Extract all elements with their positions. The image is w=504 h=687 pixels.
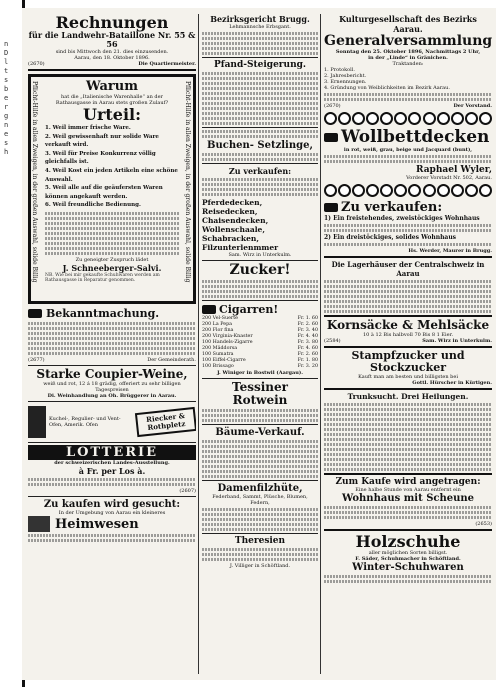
pointing-hand-icon [202, 305, 216, 314]
ad-body [324, 243, 492, 246]
list-item: 2. Jahresbericht. [324, 73, 367, 79]
ad-title: Cigarren! [219, 303, 279, 316]
ad-sub: der schweizerischen Landes-Ausstellung. [54, 460, 170, 466]
ad-title: Bekanntmachung. [46, 307, 160, 320]
list-item: Wollenschaale, [202, 225, 265, 234]
ad-title: Starke Coupier-Weine, [36, 367, 188, 381]
ad-title: Pfand-Steigerung. [213, 60, 307, 70]
price-row: 200 Vel-Suerte Fr. 1. 60 [202, 316, 318, 321]
ad-sub: In der Umgebung von Aarau ein kleineres [58, 510, 166, 516]
ad-ref: (2607) [179, 488, 196, 494]
list-item: Schabracken, [202, 234, 259, 243]
ad-title: Zucker! [229, 262, 291, 278]
ad-body [202, 508, 318, 531]
list-item: 1. Weil immer frische Ware. [45, 125, 131, 131]
ad-lotterie [28, 445, 196, 494]
ad-body [324, 155, 492, 163]
ad-title: Rechnungen [55, 14, 169, 32]
ad-warum-closing: Zu geneigter Zuspruch lädet [75, 256, 149, 263]
list-item: 5. Weil alle auf die geäufersten Waren können angekauft werden. [45, 185, 163, 200]
list-item: Pferdedecken, [202, 198, 263, 207]
divider [202, 378, 318, 379]
ad-body [28, 478, 196, 486]
column-right [324, 14, 492, 674]
ad-seller: J. Winiger in Bostwil (Aargau). [217, 370, 303, 376]
ad-text: Kuchel-, Regulier- und Vent-Ofen, Amerik. Ofen [49, 416, 121, 428]
divider [28, 496, 196, 497]
ad-warum-body [45, 212, 179, 255]
ad-line-2: 2) Ein dreistöckiges, solides Wohnhaus [324, 234, 457, 241]
ad-warum-signer: J. Schneeberger-Salvi. [62, 262, 162, 273]
ornament-rings [324, 184, 492, 197]
price-row: 200 Flor fina Fr. 3. 40 [202, 328, 318, 333]
ad-sub: 10 à 12 Bis halbvoll 70 Bis 8 1 Eier. [362, 332, 454, 338]
ad-heading: Generalversammlung [324, 33, 492, 49]
ad-zucker [202, 263, 318, 298]
list-item: Reisedecken, [202, 207, 258, 216]
price-row: 100 Handels-Zigarre Fr. 3. 80 [202, 340, 318, 345]
ad-sub: Lehmannsche Erbsgant. [229, 24, 291, 30]
ad-ref: (2584) [324, 338, 341, 344]
ad-baeume [202, 427, 318, 478]
ad-sub: sind bis Mittwoch den 21. dies einzusenden. [55, 49, 169, 55]
ad-title: Wollbettdecken [341, 127, 490, 147]
ad-kaufen-gesucht [28, 499, 196, 542]
ad-heading: Winter-Schuhwaren [352, 562, 464, 573]
divider [28, 401, 196, 402]
ad-body [324, 575, 492, 583]
ad-place: in der „Linde“ in Gränichen. [368, 55, 448, 61]
fold-strip-text: n D l t s b e r g n e s h [4, 40, 9, 156]
ad-body [324, 224, 492, 232]
ad-sub: in rot, weiß, grau, beige und Jacquard (bunt), [343, 147, 473, 153]
column-left [28, 14, 196, 674]
ad-ref: (2653) [475, 521, 492, 527]
ad-verkaufen [202, 166, 318, 258]
ad-body [202, 409, 318, 422]
ornament-rings [324, 112, 492, 125]
ad-title: Kulturgesellschaft des Bezirks Aarau. [339, 14, 477, 34]
divider [202, 260, 318, 261]
divider [324, 256, 492, 258]
ad-warum-list [45, 124, 179, 210]
list-item: 6. Weil freundliche Bedienung. [45, 202, 141, 209]
ad-seller: J. Villiger in Schöftland. [229, 563, 291, 569]
ad-warum-side-right [184, 77, 193, 289]
ad-date: Sonntag den 25. Oktober 1896, Nachmittags 2 Uhr, [335, 49, 481, 55]
price-row: 200 La Pepa Fr. 2. 60 [202, 322, 318, 327]
ad-logo: Riecker & Rothpletz [135, 407, 196, 437]
pointing-hand-icon [28, 309, 42, 318]
stove-icon [28, 406, 46, 438]
ad-zum-kaufe [324, 477, 492, 527]
ad-sub: aller möglichen Sorten billigst. [368, 550, 448, 556]
ad-sub: Eine halbe Stunde von Aarau entfernt ein [355, 487, 461, 493]
ad-ref: (2670) [28, 61, 45, 67]
ad-sub: Kauft man am besten und billigsten bei [358, 374, 458, 380]
ad-agenda [324, 67, 492, 91]
column-divider [198, 14, 199, 674]
divider [28, 365, 196, 366]
divider [202, 480, 318, 481]
divider [202, 57, 318, 58]
ad-warum-title: Warum [86, 79, 138, 94]
ad-title: Zu kaufen wird gesucht: [43, 499, 181, 510]
ad-warum-intro: hat die „Italienische Warenhalle“ an der Rathausgasse in Aarau stets großen Zulauf? [55, 94, 169, 106]
ad-theresien [202, 536, 318, 569]
ad-seller: Gottl. Hürscher in Kürtigen. [412, 380, 492, 386]
ad-seller: Raphael Wyler, [416, 165, 492, 175]
ad-title: Tessiner [232, 380, 288, 394]
divider [202, 300, 318, 301]
ad-buchen [202, 130, 318, 161]
ad-title: Zu verkaufen: [341, 200, 443, 215]
ad-lagerhaeuser [324, 260, 492, 313]
ad-price: à Fr. per Los à. [78, 466, 146, 476]
ad-body [202, 548, 318, 561]
ad-seller: Sam. Wirz in Unterkulm. [228, 252, 292, 258]
ad-warum [28, 74, 196, 304]
ad-sub: weiß und rot, 12 á 18 grädig, offeriert zu sehr billigen Tagespreisen [43, 381, 181, 393]
ad-holzschuhe [324, 533, 492, 583]
ad-tessiner [202, 381, 318, 422]
ad-body [28, 534, 196, 542]
ad-seller: Di. Weinhandlung an Oh. Brüggerer in Aarau. [47, 393, 177, 399]
ad-zu-verkaufen [324, 200, 492, 254]
ad-bezirksgericht [202, 14, 318, 55]
ad-stampfzucker [324, 350, 492, 386]
newspaper-page [22, 8, 496, 680]
divider [324, 346, 492, 348]
ad-trunksucht [324, 392, 492, 471]
ad-title: Bäume-Verkauf. [215, 427, 305, 438]
ad-title: Holzschuhe [355, 532, 461, 551]
ad-title: Die Lagerhäuser der Centralschweiz in Aarau [331, 260, 485, 278]
divider [324, 529, 492, 531]
ad-body [324, 93, 492, 101]
list-item: 3. Weil für Preise Konkurrenz völlig gleichfalls ist. [45, 150, 156, 166]
list-item: 1. Protokoll. [324, 67, 355, 73]
list-item: Filzunterlenmmer [202, 243, 279, 252]
ad-body [202, 153, 318, 161]
ad-address: Vorderer Vorstadt Nr. 502, Aarau. [406, 175, 492, 181]
divider [324, 388, 492, 390]
ad-body [324, 280, 492, 313]
ad-title: Damenfilzhüte, [217, 483, 303, 494]
ad-line-1: 1) Ein freistehendes, zweistöckiges Wohnhaus [324, 215, 480, 222]
divider [28, 69, 196, 71]
ad-body [324, 506, 492, 519]
list-item: 2. Weil gewissenhaft nur solide Ware verkauft wird. [45, 133, 159, 149]
ad-word: Wohnhaus mit Scheune [341, 493, 475, 504]
ad-body [202, 32, 318, 55]
pointing-hand-icon [324, 203, 338, 212]
ad-cigarren [202, 303, 318, 376]
ad-damenfilzhuete [202, 483, 318, 531]
price-list [202, 316, 318, 370]
ad-body [202, 280, 318, 298]
ad-place: Aarau, den 18. Oktober 1896. [74, 55, 150, 61]
price-row: 200 Virginia-Knaster Fr. 4. 40 [202, 334, 318, 339]
ad-word: Heimwesen [55, 516, 139, 532]
ad-subheading: Traktanden: [392, 61, 424, 67]
ad-title: Zu verkaufen: [228, 166, 292, 176]
ad-seller: Sam. Wirz in Unterkulm. [422, 338, 492, 344]
divider [202, 127, 318, 128]
divider [202, 163, 318, 164]
list-item: 4. Gründung von Weiblichkeiten im Bezirk Aarau. [324, 85, 450, 91]
ad-body [202, 178, 318, 196]
price-row: 100 Brissago Fr. 3. 20 [202, 364, 318, 369]
divider [324, 315, 492, 317]
ad-title: Bezirksgericht Brugg. [210, 14, 310, 24]
ad-footer: Der Gemeinderath. [147, 357, 196, 363]
ad-body [202, 72, 318, 125]
ad-wollbettdecken [324, 128, 492, 181]
ad-pfand [202, 60, 318, 125]
divider [324, 473, 492, 475]
ad-ref: (2677) [28, 357, 45, 363]
ad-bekanntmachung [28, 307, 196, 363]
ad-title: LOTTERIE [28, 445, 196, 460]
list-item: 3. Ernennungen. [324, 79, 367, 85]
ad-kulturgesellschaft [324, 14, 492, 109]
ad-line: für die Landwehr-Bataillone Nr. 55 & 56 [28, 30, 196, 49]
ad-signer: Der Vorstand. [453, 103, 492, 109]
ad-warum-nb: NB. Wie bei mir gekaufte Schuhwaren werden am Rathausgasse in Reparatur genommen. [45, 272, 160, 284]
ad-kornsaecke [324, 319, 492, 344]
ad-warum-side-left [31, 77, 40, 289]
ad-oefen [28, 404, 196, 440]
divider [202, 424, 318, 425]
list-item: 4. Weil Kost ein jeden Artikeln eine schöne Auswahl. [45, 167, 178, 183]
ad-warum-urteil: Urteil: [82, 105, 141, 124]
ad-weine [28, 368, 196, 399]
ad-seller: Hs. Werder, Maurer in Brugg. [408, 248, 492, 254]
ad-ref: (2670) [324, 103, 341, 109]
ad-title: Stampfzucker und Stockzucker [351, 349, 465, 374]
price-row: 100 Eiffel-Cigarre Fr. 1. 80 [202, 358, 318, 363]
ad-title: Theresien [234, 536, 286, 546]
pointing-hand-icon [324, 133, 338, 142]
ad-body [28, 322, 196, 355]
ad-seller: F. Säder, Schuhmacher in Schöftland. [355, 556, 461, 562]
divider [202, 533, 318, 534]
column-middle [202, 14, 318, 674]
ad-signer: Die Quartiermeister. [138, 61, 196, 67]
ad-sub: Federband, Sammt, Plüsche, Blumen, Federn, [212, 494, 308, 506]
ad-rechnungen [28, 14, 196, 67]
side-text: Pflicht-Hilfe in allen Zweigen, in der großen Auswahl, solide Billig [184, 81, 191, 283]
ad-title: Buchen- Setzlinge, [207, 140, 313, 151]
ad-title: Zum Kaufe wird angetragen: [335, 477, 481, 487]
ad-title: Trunksucht. Drei Heilungen. [347, 392, 469, 401]
side-text: Pflicht-Hilfe in allen Zweigen, in der großen Auswahl, solide Billig [31, 81, 38, 283]
house-icon [28, 516, 50, 532]
price-row: 100 Sumatra Fr. 2. 60 [202, 352, 318, 357]
ad-title-2: Rotwein [232, 393, 288, 407]
column-divider [320, 14, 321, 674]
ad-body [202, 440, 318, 478]
ad-body [324, 403, 492, 471]
ad-title: Kornsäcke & Mehlsäcke [326, 318, 490, 332]
divider [28, 442, 196, 443]
ad-body [202, 130, 318, 138]
list-item: Chaisendecken, [202, 216, 269, 225]
price-row: 200 Mäddorsa Fr. 4. 60 [202, 346, 318, 351]
